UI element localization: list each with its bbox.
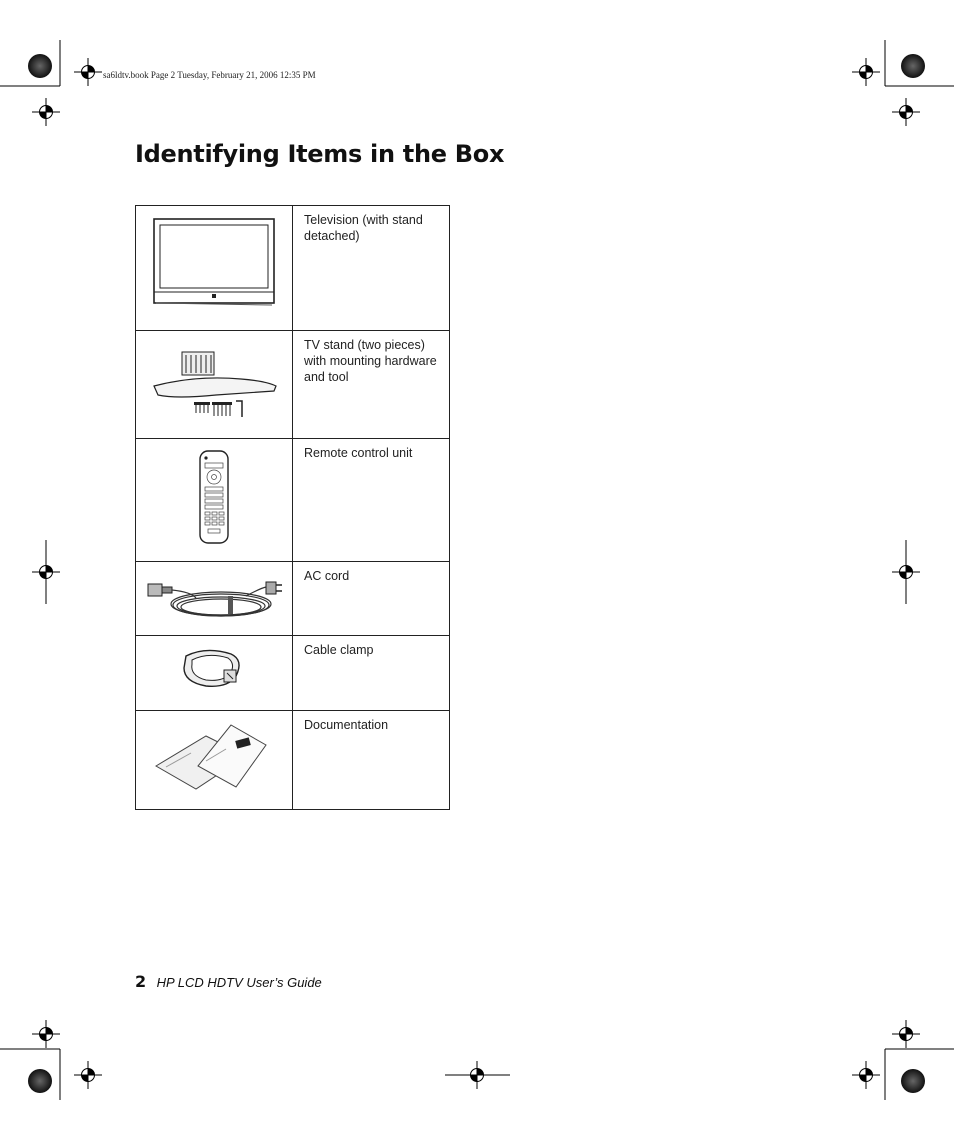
ac-cord-image	[136, 562, 292, 630]
tv-stand-image	[136, 331, 292, 433]
table-row	[136, 562, 450, 636]
page-number: 2	[135, 972, 147, 991]
table-row	[136, 331, 450, 439]
page-title: Identifying Items in the Box	[135, 140, 505, 168]
item-label: Cable clamp	[293, 636, 450, 711]
item-label: Remote control unit	[293, 439, 450, 562]
table-row	[136, 439, 450, 562]
television-image	[136, 206, 292, 325]
item-label: Documentation	[293, 711, 450, 810]
item-label: TV stand (two pieces) with mounting hardware and tool	[293, 331, 450, 439]
table-row	[136, 206, 450, 331]
print-info-line: sa6ldtv.book Page 2 Tuesday, February 21, 2006 12:35 PM	[103, 70, 316, 80]
guide-title: HP LCD HDTV User’s Guide	[156, 975, 322, 990]
table-row	[136, 636, 450, 711]
item-label: AC cord	[293, 562, 450, 636]
table-row	[136, 711, 450, 810]
item-label: Television (with stand detached)	[293, 206, 450, 331]
documentation-image	[136, 711, 292, 804]
remote-control-image	[136, 439, 292, 556]
page-footer	[135, 972, 322, 992]
items-table	[135, 205, 450, 810]
cable-clamp-image	[136, 636, 292, 705]
